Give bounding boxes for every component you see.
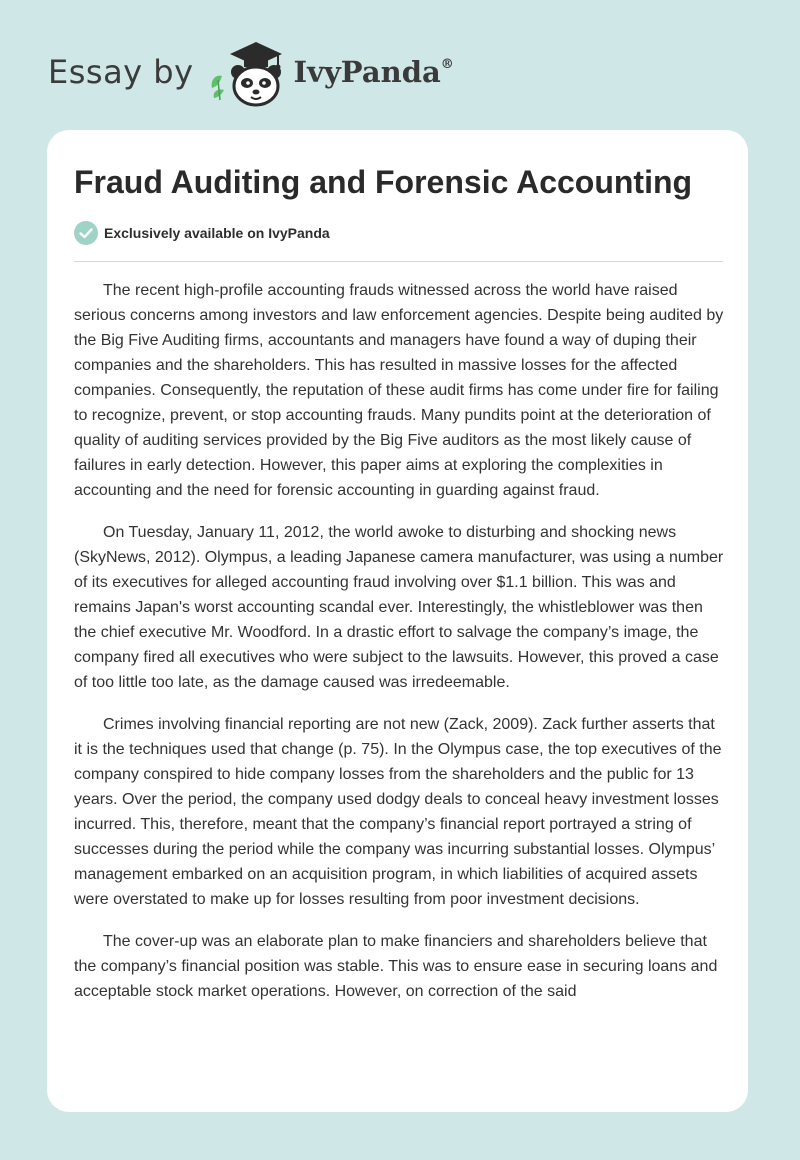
exclusive-badge-label: Exclusively available on IvyPanda — [104, 225, 330, 241]
ivypanda-brand-name[interactable]: IvyPanda® — [293, 55, 454, 89]
site-header — [48, 36, 454, 108]
essay-by-label: Essay by — [48, 53, 194, 91]
paragraph: On Tuesday, January 11, 2012, the world awoke to disturbing and shocking news (SkyNews, 2012). Olympus, a leading Japanese camera manufacturer, was using a number of its executives for alleged accounting fraud involving over $1.1 billion. This was and remains Japan's worst accounting scandal ever. Interestingly, the whistleblower was then the chief executive Mr. Woodford. In a drastic effort to salvage the company’s image, the company fired all executives who were subject to the lawsuits. However, this proved a case of too little too late, as the damage caused was irredeemable. — [74, 524, 724, 691]
page-title: Fraud Auditing and Forensic Accounting — [74, 164, 693, 200]
paragraph: Crimes involving financial reporting are not new (Zack, 2009). Zack further asserts that it is the techniques used that change (p. 75). In the Olympus case, the top executives of the company conspired to hide company losses from the shareholders and the public for 13 years. Over the period, the company used dodgy deals to conceal heavy investment losses incurred. This, therefore, meant that the company’s financial report portrayed a string of successes during the period while the company was incurring substantial losses. Olympus’ management embarked on an acquisition program, in which liabilities of acquired assets were overstated to make up for losses resulting from poor investment decisions. — [74, 716, 722, 908]
registered-mark: ® — [440, 57, 454, 72]
title-divider — [74, 261, 723, 262]
paragraph: The recent high-profile accounting frauds witnessed across the world have raised serious concerns among investors and law enforcement agencies. Despite being audited by the Big Five Auditing firms, accountants and managers have found a way of duping their companies and the shareholders. This has resulted in massive losses for the affected companies. Consequently, the reputation of these audit firms has come under fire for failing to recognize, prevent, or stop accounting frauds. Many pundits point at the deterioration of quality of auditing services provided by the Big Five auditors as the most likely cause of failures in early detection. However, this paper aims at exploring the complexities in accounting and the need for forensic accounting in guarding against fraud. — [74, 282, 724, 499]
essay-body — [74, 278, 727, 1021]
paragraph: The cover-up was an elaborate plan to make financiers and shareholders believe that the company’s financial position was stable. This was to ensure ease in securing loans and acceptable stock market operations. However, on correction of the said — [74, 933, 718, 1000]
ivypanda-logo-icon[interactable] — [208, 36, 292, 108]
check-circle-icon — [74, 221, 98, 245]
exclusive-badge — [74, 221, 330, 245]
essay-card — [47, 130, 748, 1112]
